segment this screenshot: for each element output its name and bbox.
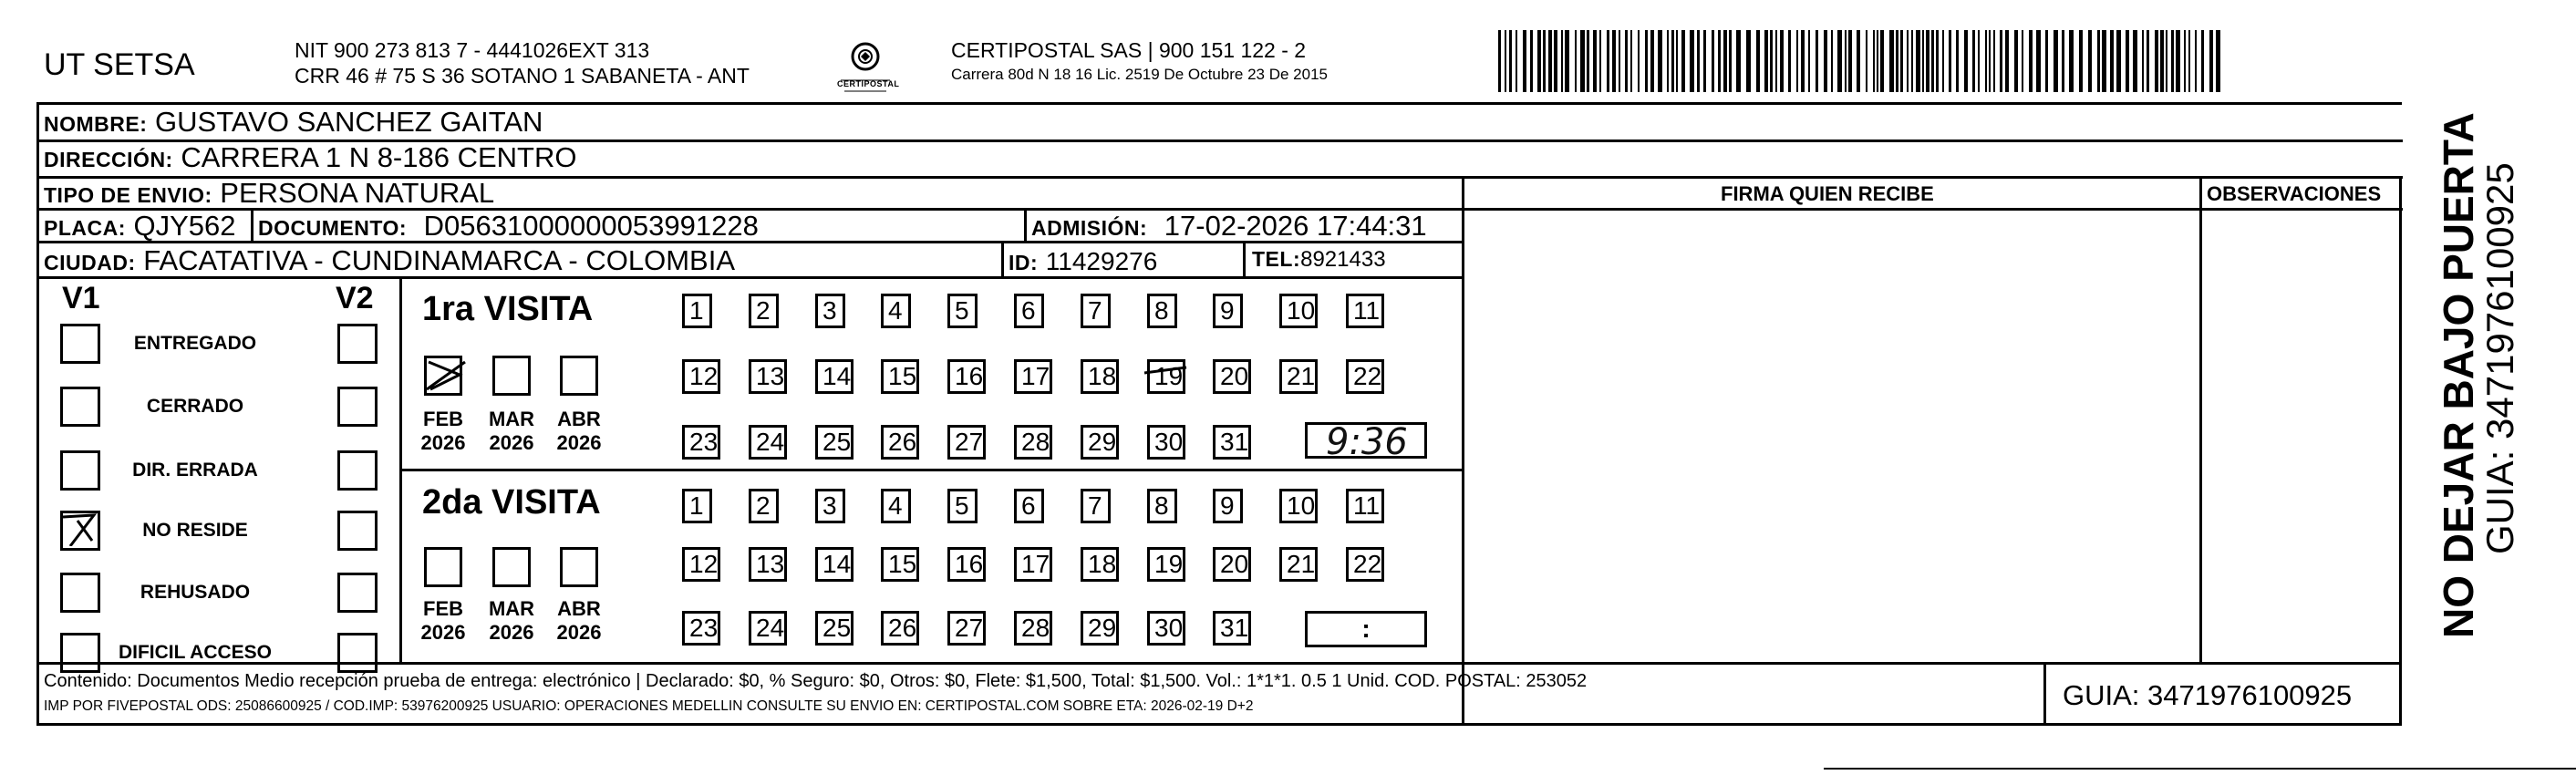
day-box[interactable] xyxy=(1147,547,1185,582)
month-checkbox[interactable] xyxy=(560,356,598,396)
day-number: 29 xyxy=(1088,614,1117,642)
side-guia: GUIA: 3471976100925 xyxy=(2478,162,2521,554)
company-name: UT SETSA xyxy=(44,47,195,82)
v2-checkbox[interactable] xyxy=(337,573,378,613)
id-row xyxy=(1009,244,1157,277)
day-number: 30 xyxy=(1154,428,1184,456)
day-box[interactable] xyxy=(815,294,845,328)
placa-row xyxy=(44,210,236,243)
direccion-row xyxy=(44,141,576,174)
day-number: 13 xyxy=(756,362,785,390)
day-box[interactable] xyxy=(1147,489,1177,523)
day-box[interactable] xyxy=(1213,359,1251,394)
tipo-value: PERSONA NATURAL xyxy=(220,177,495,209)
month-checkbox[interactable] xyxy=(492,356,531,396)
day-box[interactable] xyxy=(1014,425,1052,460)
day-box[interactable] xyxy=(881,489,911,523)
reason-label: NO RESIDE xyxy=(142,520,248,541)
day-box[interactable] xyxy=(815,547,853,582)
year-label: 2026 xyxy=(489,431,534,454)
footer-contenido: Contenido: Documentos Medio recepción prueba de entrega: electrónico | Declarado: $0, % Seguro: $0, Otros: $0, Flete: $1,500, Total: $1,500. Vol.: 1*1*1. 0.5 1 Unid. COD. POSTAL: 253052 xyxy=(44,671,1588,691)
tipo-row xyxy=(44,177,494,210)
documento-value: D05631000000053991228 xyxy=(423,210,759,242)
day-number: 15 xyxy=(888,362,917,390)
day-number: 24 xyxy=(756,614,785,642)
day-box[interactable] xyxy=(749,611,787,646)
day-box[interactable] xyxy=(1147,611,1185,646)
observaciones-header: OBSERVACIONES xyxy=(2207,182,2382,205)
day-number: 11 xyxy=(1353,491,1381,520)
day-box[interactable] xyxy=(1014,359,1052,394)
day-number: 9 xyxy=(1220,491,1235,520)
day-box[interactable] xyxy=(947,489,978,523)
admision-value: 17-02-2026 17:44:31 xyxy=(1164,210,1427,242)
ciudad-label: CIUDAD: xyxy=(44,251,136,274)
day-box[interactable] xyxy=(881,611,919,646)
day-box[interactable] xyxy=(947,547,986,582)
month-label: MAR xyxy=(488,597,535,620)
day-box[interactable] xyxy=(682,489,712,523)
day-box[interactable] xyxy=(1081,425,1119,460)
day-number: 15 xyxy=(888,550,917,578)
address-line: CRR 46 # 75 S 36 SOTANO 1 SABANETA - ANT xyxy=(295,64,750,88)
year-label: 2026 xyxy=(420,431,466,454)
day-box[interactable] xyxy=(947,294,978,328)
day-number: 26 xyxy=(888,428,917,456)
day-number: 21 xyxy=(1287,550,1316,578)
v2-checkbox[interactable] xyxy=(337,324,378,364)
placa-value: QJY562 xyxy=(133,210,236,242)
day-number: 14 xyxy=(822,550,852,578)
day-number: 26 xyxy=(888,614,917,642)
reason-label: ENTREGADO xyxy=(133,333,257,354)
day-number: 27 xyxy=(955,428,984,456)
id-label: ID: xyxy=(1009,251,1039,274)
reason-label: DIR. ERRADA xyxy=(132,460,258,480)
certipostal-line-1: CERTIPOSTAL SAS | 900 151 122 - 2 xyxy=(951,38,1307,62)
day-box[interactable] xyxy=(1147,294,1177,328)
day-number: 23 xyxy=(689,428,719,456)
v2-checkbox[interactable] xyxy=(337,633,378,673)
reason-label: REHUSADO xyxy=(140,582,251,603)
nit-line: NIT 900 273 813 7 - 4441026EXT 313 xyxy=(295,38,650,62)
day-box[interactable] xyxy=(947,611,986,646)
id-value: 11429276 xyxy=(1045,247,1158,275)
ciudad-row xyxy=(44,244,735,277)
day-number: 18 xyxy=(1088,550,1117,578)
day-box[interactable] xyxy=(1346,359,1384,394)
day-number: 25 xyxy=(822,428,852,456)
documento-row xyxy=(258,210,759,243)
day-number: 21 xyxy=(1287,362,1316,390)
tel-value: 8921433 xyxy=(1300,247,1386,272)
day-box[interactable] xyxy=(1279,489,1318,523)
day-number: 16 xyxy=(955,362,984,390)
year-label: 2026 xyxy=(556,621,602,644)
first-visit-title: 1ra VISITA xyxy=(422,290,594,328)
day-number: 8 xyxy=(1154,296,1169,325)
day-box[interactable] xyxy=(1081,547,1119,582)
first-visit-time-box xyxy=(1305,421,1427,463)
footer-imp: IMP POR FIVEPOSTAL ODS: 25086600925 / COD.IMP: 53976200925 USUARIO: OPERACIONES MEDELLIN CONSULTE SU ENVIO EN: CERTIPOSTAL.COM SOBRE ETA: 2026-02-19 D+2 xyxy=(44,698,1254,714)
v2-checkbox[interactable] xyxy=(337,387,378,427)
tel-row xyxy=(1252,247,1386,273)
v2-header: V2 xyxy=(336,281,374,315)
day-number: 18 xyxy=(1088,362,1117,390)
day-box[interactable] xyxy=(1081,294,1111,328)
day-number: 3 xyxy=(822,296,837,325)
day-box[interactable] xyxy=(881,359,919,394)
day-box[interactable] xyxy=(1346,489,1384,523)
day-number: 17 xyxy=(1021,550,1050,578)
reason-label: CERRADO xyxy=(146,396,244,417)
day-box[interactable] xyxy=(1147,359,1185,394)
second-visit-time: : xyxy=(1361,615,1371,643)
logo-text: CERTIPOSTAL xyxy=(837,79,900,88)
day-box[interactable] xyxy=(815,425,853,460)
day-box[interactable] xyxy=(682,359,720,394)
direccion-value: CARRERA 1 N 8-186 CENTRO xyxy=(181,141,577,173)
day-box[interactable] xyxy=(1213,547,1251,582)
month-label: ABR xyxy=(557,597,601,620)
month-label: FEB xyxy=(423,597,463,620)
day-box[interactable] xyxy=(1014,611,1052,646)
day-number: 7 xyxy=(1088,491,1102,520)
day-box[interactable] xyxy=(947,359,986,394)
day-box[interactable] xyxy=(1213,294,1243,328)
day-box[interactable] xyxy=(1014,294,1044,328)
day-number: 28 xyxy=(1021,428,1050,456)
footer-guia: GUIA: 3471976100925 xyxy=(2063,679,2353,711)
day-number: 6 xyxy=(1021,296,1036,325)
day-box[interactable] xyxy=(815,489,845,523)
placa-label: PLACA: xyxy=(44,216,126,240)
day-box[interactable] xyxy=(1081,359,1119,394)
day-number: 13 xyxy=(756,550,785,578)
day-box[interactable] xyxy=(815,611,853,646)
ciudad-value: FACATATIVA - CUNDINAMARCA - COLOMBIA xyxy=(143,244,736,276)
day-box[interactable] xyxy=(749,489,779,523)
day-number: 20 xyxy=(1220,362,1249,390)
check-mark-icon xyxy=(423,353,469,398)
day-number: 3 xyxy=(822,491,837,520)
month-checkbox[interactable] xyxy=(424,356,462,396)
day-box[interactable] xyxy=(1346,547,1384,582)
day-number: 25 xyxy=(822,614,852,642)
second-visit-title: 2da VISITA xyxy=(422,483,601,522)
firma-header: FIRMA QUIEN RECIBE xyxy=(1721,182,1934,205)
day-box[interactable] xyxy=(1346,294,1384,328)
direccion-label: DIRECCIÓN: xyxy=(44,148,173,171)
admision-row xyxy=(1031,210,1427,243)
year-label: 2026 xyxy=(489,621,534,644)
day-box[interactable] xyxy=(1014,489,1044,523)
side-warning: NO DEJAR BAJO PUERTA xyxy=(2435,112,2482,638)
day-number: 9 xyxy=(1220,296,1235,325)
day-box[interactable] xyxy=(1014,547,1052,582)
day-box[interactable] xyxy=(682,547,720,582)
admision-label: ADMISIÓN: xyxy=(1031,216,1148,240)
day-number: 6 xyxy=(1021,491,1036,520)
day-box[interactable] xyxy=(749,294,779,328)
day-box[interactable] xyxy=(947,425,986,460)
tel-label: TEL: xyxy=(1252,247,1301,271)
day-box[interactable] xyxy=(1213,611,1251,646)
day-box[interactable] xyxy=(881,294,911,328)
day-box[interactable] xyxy=(881,425,919,460)
nombre-label: NOMBRE: xyxy=(44,112,148,136)
day-number: 22 xyxy=(1353,362,1382,390)
day-number: 2 xyxy=(756,296,771,325)
day-number: 12 xyxy=(689,362,719,390)
barcode xyxy=(1498,30,2225,92)
day-number: 5 xyxy=(955,491,969,520)
day-number: 28 xyxy=(1021,614,1050,642)
day-number: 4 xyxy=(888,296,903,325)
documento-label: DOCUMENTO: xyxy=(258,216,408,240)
month-checkbox[interactable] xyxy=(560,547,598,587)
day-number: 2 xyxy=(756,491,771,520)
month-label: ABR xyxy=(557,408,601,430)
day-box[interactable] xyxy=(881,547,919,582)
month-checkbox[interactable] xyxy=(424,547,462,587)
day-number: 5 xyxy=(955,296,969,325)
month-checkbox[interactable] xyxy=(492,547,531,587)
year-label: 2026 xyxy=(420,621,466,644)
day-number: 12 xyxy=(689,550,719,578)
day-number: 23 xyxy=(689,614,719,642)
reason-label: DIFICIL ACCESO xyxy=(118,642,272,663)
day-number: 17 xyxy=(1021,362,1050,390)
strike-mark-icon xyxy=(1143,360,1190,397)
nombre-value: GUSTAVO SANCHEZ GAITAN xyxy=(155,106,543,138)
day-box[interactable] xyxy=(1279,294,1318,328)
day-box[interactable] xyxy=(1213,489,1243,523)
day-number: 11 xyxy=(1353,296,1381,325)
day-number: 24 xyxy=(756,428,785,456)
day-number: 7 xyxy=(1088,296,1102,325)
day-box[interactable] xyxy=(749,359,787,394)
day-number: 19 xyxy=(1154,550,1184,578)
first-visit-time: 9:36 xyxy=(1326,421,1408,463)
day-box[interactable] xyxy=(1081,489,1111,523)
day-number: 19 xyxy=(1154,362,1184,390)
day-number: 16 xyxy=(955,550,984,578)
day-box[interactable] xyxy=(1279,547,1318,582)
day-box[interactable] xyxy=(749,547,787,582)
day-box[interactable] xyxy=(682,611,720,646)
day-number: 4 xyxy=(888,491,903,520)
day-number: 8 xyxy=(1154,491,1169,520)
day-number: 20 xyxy=(1220,550,1249,578)
day-box[interactable] xyxy=(1081,611,1119,646)
v2-checkbox[interactable] xyxy=(337,450,378,491)
certipostal-logo-icon xyxy=(835,36,900,97)
day-number: 14 xyxy=(822,362,852,390)
second-visit-time-box xyxy=(1305,611,1427,647)
day-box[interactable] xyxy=(815,359,853,394)
day-number: 30 xyxy=(1154,614,1184,642)
v2-checkbox[interactable] xyxy=(337,511,378,551)
day-box[interactable] xyxy=(682,425,720,460)
certipostal-line-2: Carrera 80d N 18 16 Lic. 2519 De Octubre 23 De 2015 xyxy=(951,66,1328,83)
nombre-row xyxy=(44,106,543,139)
day-number: 29 xyxy=(1088,428,1117,456)
month-label: MAR xyxy=(488,408,535,430)
day-number: 31 xyxy=(1220,428,1249,456)
tipo-label: TIPO DE ENVIO: xyxy=(44,183,212,207)
day-number: 31 xyxy=(1220,614,1249,642)
day-number: 1 xyxy=(689,296,704,325)
day-number: 10 xyxy=(1287,491,1316,520)
day-box[interactable] xyxy=(1279,359,1318,394)
day-box[interactable] xyxy=(1147,425,1185,460)
day-box[interactable] xyxy=(1213,425,1251,460)
day-number: 1 xyxy=(689,491,704,520)
month-label: FEB xyxy=(423,408,463,430)
day-number: 22 xyxy=(1353,550,1382,578)
day-number: 10 xyxy=(1287,296,1316,325)
year-label: 2026 xyxy=(556,431,602,454)
day-number: 27 xyxy=(955,614,984,642)
v1-header: V1 xyxy=(62,281,100,315)
day-box[interactable] xyxy=(749,425,787,460)
day-box[interactable] xyxy=(682,294,712,328)
